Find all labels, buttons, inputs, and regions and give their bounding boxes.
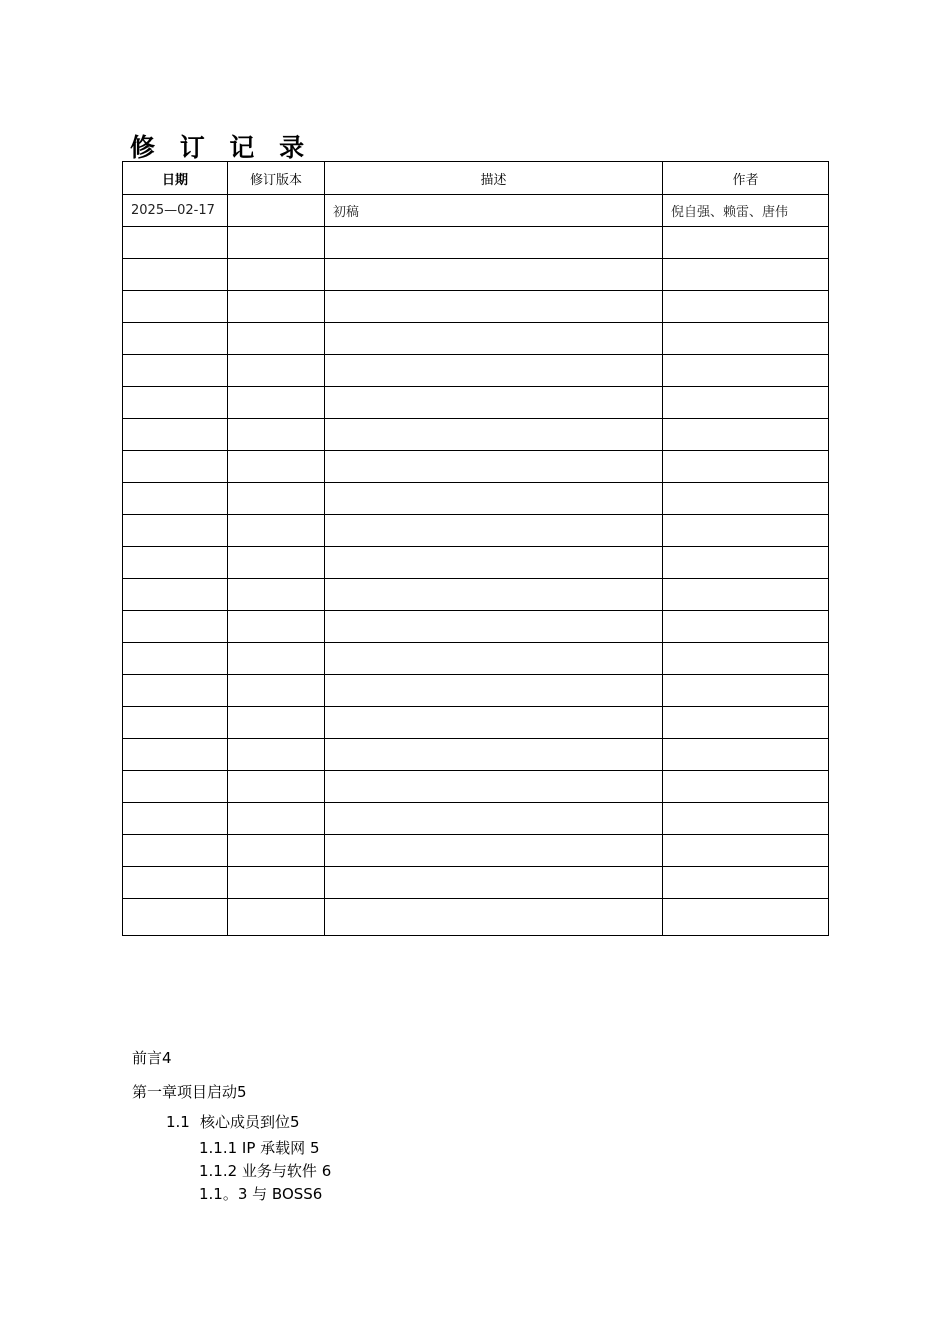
- cell-author: [663, 675, 829, 707]
- cell-date: [123, 451, 228, 483]
- table-row: [123, 835, 829, 867]
- cell-author: [663, 547, 829, 579]
- cell-date: [123, 675, 228, 707]
- cell-version: [228, 451, 325, 483]
- table-row: [123, 451, 829, 483]
- cell-description: [325, 547, 663, 579]
- cell-description: [325, 323, 663, 355]
- toc-item-preface[interactable]: 前言4: [132, 1049, 172, 1067]
- revision-table: [122, 161, 829, 936]
- cell-date: [123, 899, 228, 936]
- toc-item-1-1[interactable]: [166, 1112, 300, 1132]
- cell-date: [123, 291, 228, 323]
- cell-description: [325, 483, 663, 515]
- cell-author: [663, 771, 829, 803]
- cell-version: [228, 515, 325, 547]
- cell-version: [228, 611, 325, 643]
- cell-description: [325, 579, 663, 611]
- cell-description: [325, 259, 663, 291]
- cell-description: [325, 227, 663, 259]
- cell-version: [228, 323, 325, 355]
- cell-description: [325, 387, 663, 419]
- cell-date: [123, 259, 228, 291]
- cell-author: [663, 515, 829, 547]
- cell-description: [325, 451, 663, 483]
- cell-date: [123, 803, 228, 835]
- table-row: [123, 771, 829, 803]
- cell-author: [663, 835, 829, 867]
- cell-date: [123, 771, 228, 803]
- cell-author: [663, 355, 829, 387]
- cell-date: [123, 419, 228, 451]
- cell-author: [663, 707, 829, 739]
- cell-description: [325, 515, 663, 547]
- cell-author: [663, 899, 829, 936]
- cell-version: [228, 707, 325, 739]
- cell-date: [123, 835, 228, 867]
- cell-version: [228, 227, 325, 259]
- cell-author: [663, 419, 829, 451]
- cell-version: [228, 483, 325, 515]
- table-row: [123, 387, 829, 419]
- cell-version: [228, 643, 325, 675]
- cell-author: [663, 451, 829, 483]
- cell-date: [123, 611, 228, 643]
- table-row: [123, 707, 829, 739]
- cell-version: [228, 355, 325, 387]
- cell-date: [123, 739, 228, 771]
- toc-item-chapter-1[interactable]: 第一章项目启动5: [132, 1083, 247, 1101]
- cell-author: [663, 579, 829, 611]
- cell-description: [325, 867, 663, 899]
- cell-version: [228, 547, 325, 579]
- cell-date: [123, 387, 228, 419]
- header-date: 日期: [123, 162, 228, 195]
- cell-date: [123, 579, 228, 611]
- cell-description: [325, 611, 663, 643]
- cell-date: 2025—02-17: [123, 195, 228, 227]
- table-row: [123, 579, 829, 611]
- cell-description: [325, 291, 663, 323]
- toc-item-1-1-2[interactable]: 1.1.2 业务与软件 6: [199, 1162, 332, 1180]
- cell-version: [228, 771, 325, 803]
- cell-version: [228, 739, 325, 771]
- cell-author: [663, 867, 829, 899]
- table-row: [123, 355, 829, 387]
- cell-description: [325, 355, 663, 387]
- cell-version: [228, 259, 325, 291]
- cell-date: [123, 515, 228, 547]
- cell-description: [325, 739, 663, 771]
- table-row: [123, 227, 829, 259]
- toc-text: 核心成员到位5: [200, 1113, 300, 1131]
- cell-version: [228, 291, 325, 323]
- table-header-row: [123, 162, 829, 195]
- table-row: [123, 739, 829, 771]
- cell-version: [228, 579, 325, 611]
- cell-author: [663, 259, 829, 291]
- header-version: 修订版本: [228, 162, 325, 195]
- cell-date: [123, 227, 228, 259]
- cell-version: [228, 387, 325, 419]
- cell-version: [228, 803, 325, 835]
- header-author: 作者: [663, 162, 829, 195]
- cell-version: [228, 675, 325, 707]
- cell-date: [123, 323, 228, 355]
- cell-date: [123, 867, 228, 899]
- table-row: [123, 323, 829, 355]
- cell-description: [325, 899, 663, 936]
- cell-date: [123, 547, 228, 579]
- cell-author: [663, 803, 829, 835]
- cell-version: [228, 835, 325, 867]
- cell-description: [325, 643, 663, 675]
- table-row: [123, 803, 829, 835]
- cell-author: 倪自强、赖雷、唐伟: [663, 195, 829, 227]
- cell-version: [228, 899, 325, 936]
- table-row: [123, 867, 829, 899]
- table-row: [123, 675, 829, 707]
- table-body: [123, 195, 829, 936]
- cell-date: [123, 355, 228, 387]
- cell-description: [325, 675, 663, 707]
- cell-date: [123, 707, 228, 739]
- toc-item-1-1-3[interactable]: 1.1。3 与 BOSS6: [199, 1185, 323, 1203]
- table-row: [123, 547, 829, 579]
- cell-description: [325, 707, 663, 739]
- cell-date: [123, 483, 228, 515]
- table-row: [123, 419, 829, 451]
- cell-description: [325, 803, 663, 835]
- cell-description: [325, 419, 663, 451]
- table-row: [123, 611, 829, 643]
- table-row: [123, 899, 829, 936]
- cell-author: [663, 611, 829, 643]
- cell-author: [663, 387, 829, 419]
- table-row: [123, 483, 829, 515]
- cell-description: 初稿: [325, 195, 663, 227]
- cell-version: [228, 867, 325, 899]
- table-row: [123, 643, 829, 675]
- header-description: 描述: [325, 162, 663, 195]
- cell-author: [663, 323, 829, 355]
- cell-date: [123, 643, 228, 675]
- cell-author: [663, 291, 829, 323]
- table-row: [123, 195, 829, 227]
- table-row: [123, 291, 829, 323]
- table-row: [123, 515, 829, 547]
- toc-item-1-1-1[interactable]: 1.1.1 IP 承载网 5: [199, 1139, 320, 1157]
- cell-version: [228, 195, 325, 227]
- toc-number: 1.1: [166, 1113, 190, 1131]
- cell-version: [228, 419, 325, 451]
- table-row: [123, 259, 829, 291]
- cell-author: [663, 227, 829, 259]
- cell-author: [663, 483, 829, 515]
- cell-description: [325, 835, 663, 867]
- cell-author: [663, 643, 829, 675]
- cell-description: [325, 771, 663, 803]
- page-title: 修 订 记 录: [130, 133, 313, 162]
- cell-author: [663, 739, 829, 771]
